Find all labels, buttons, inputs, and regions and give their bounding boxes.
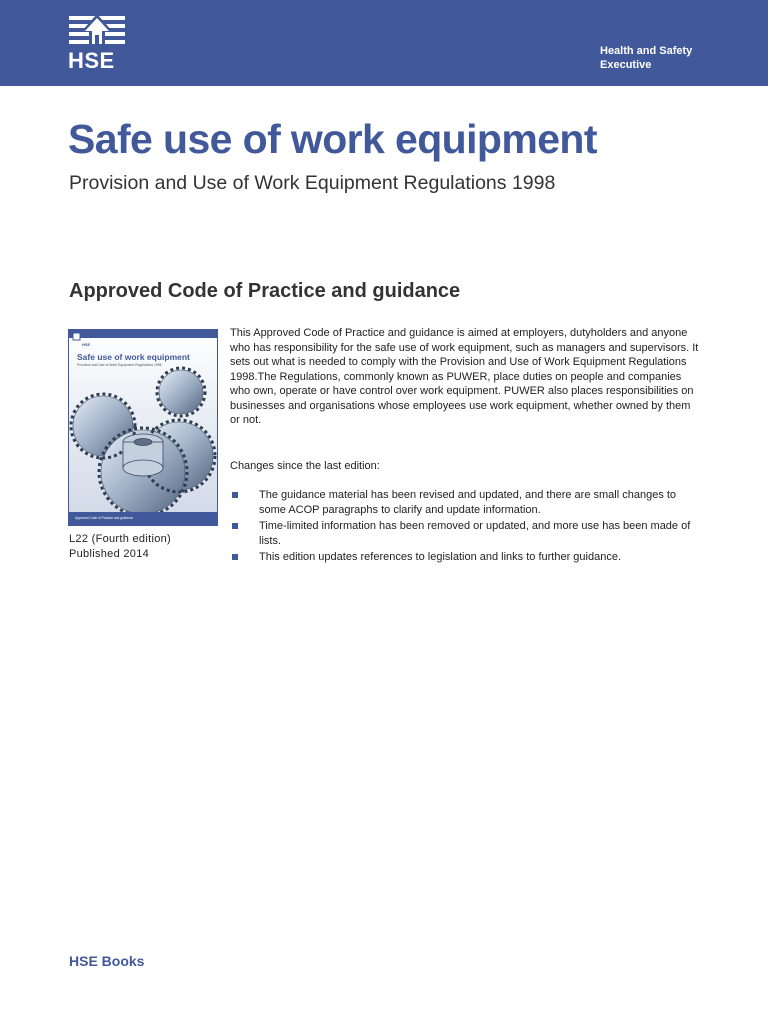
list-item [230,519,700,548]
reference-number: L22 (Fourth edition) [69,533,171,545]
list-item-text: This edition updates references to legislation and links to further guidance. [259,551,621,563]
list-item-text: Time-limited information has been removed or updated, and more use has been made of lists. [259,520,691,547]
list-item [230,550,700,565]
cover-subtitle: Provision and Use of Work Equipment Regulations 1998 [77,363,162,367]
cover-logo-text: HSE [82,342,91,347]
changes-list [230,488,700,567]
document-subtitle: Provision and Use of Work Equipment Regulations 1998 [69,172,556,194]
list-item-text: The guidance material has been revised and updated, and there are small changes to some ACOP paragraphs to clarify and update information. [259,489,677,516]
organisation-name [600,44,750,72]
organisation-name-line1: Health and Safety [600,45,693,57]
organisation-name-line2: Executive [600,59,652,71]
cover-title: Safe use of work equipment [77,352,190,362]
changes-heading: Changes since the last edition: [230,460,380,472]
square-bullet-icon [232,554,238,560]
header-bar [0,0,768,86]
cover-footer: Approved Code of Practice and guidance [75,516,134,520]
square-bullet-icon [232,523,238,529]
hse-logo-text: HSE [68,48,115,73]
cover-thumbnail [68,329,218,526]
intro-paragraph: This Approved Code of Practice and guidance is aimed at employers, dutyholders and anyone who has responsibility for the safe use of work equipment, such as managers and supervisors. It sets out what is needed to comply with the Provision and Use of Work Equipment Regulations 1998.The Regulations, commonly known as PUWER, place duties on people and companies who own, operate or have control over work equipment. PUWER also places responsibilities on businesses and organisations whose employees use work equipment, whether owned by them or not. [230,327,699,426]
publisher-name: HSE Books [69,953,145,969]
list-item [230,488,700,517]
publication-details [69,532,219,562]
section-title: Approved Code of Practice and guidance [69,280,461,302]
square-bullet-icon [232,492,238,498]
hse-logo-icon [68,14,126,50]
document-title: Safe use of work equipment [68,116,597,162]
published-date: Published 2014 [69,548,150,560]
